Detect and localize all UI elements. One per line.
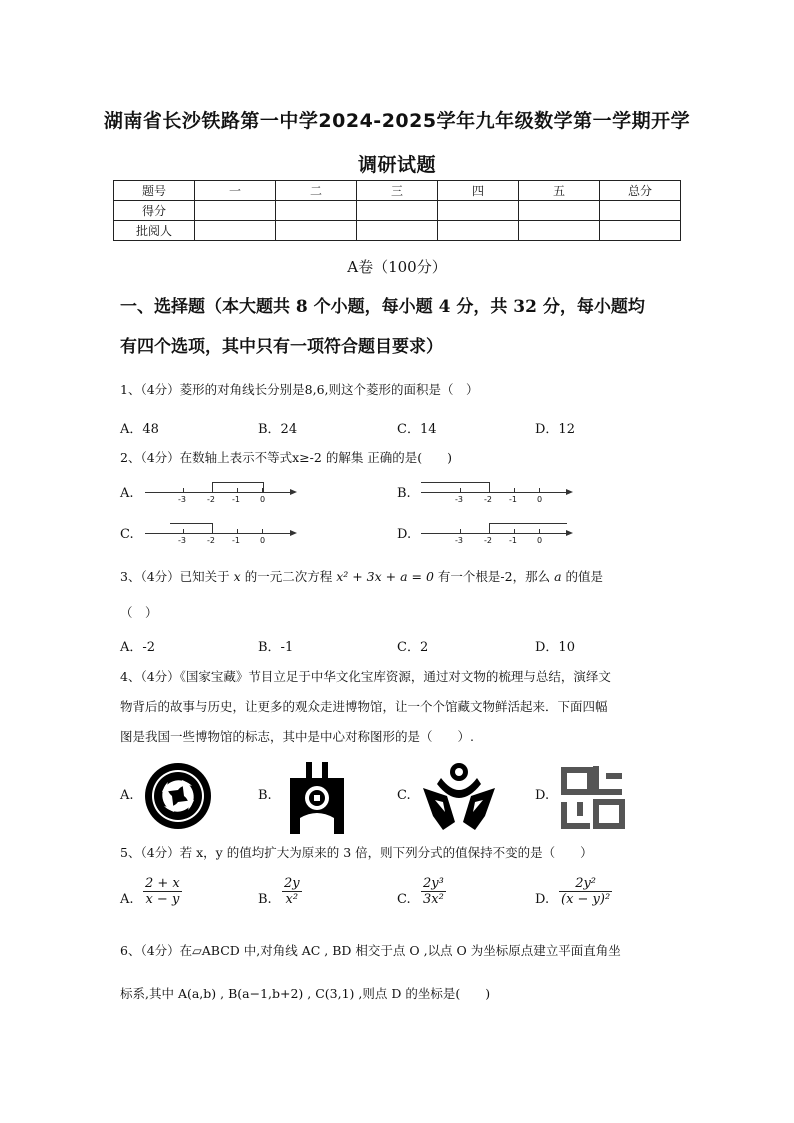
table-row bbox=[114, 221, 681, 241]
table-cell: 四 bbox=[438, 181, 519, 201]
question-5-fraction-a bbox=[143, 876, 182, 907]
table-row bbox=[114, 201, 681, 221]
number-line-b bbox=[421, 480, 576, 520]
museum-logo-c-icon bbox=[421, 760, 497, 830]
number-line-a bbox=[145, 480, 300, 520]
question-5-option-a: A. bbox=[120, 892, 134, 907]
table-cell bbox=[276, 221, 357, 241]
question-5-fraction-b bbox=[282, 876, 302, 907]
question-2-option-a: A. bbox=[120, 486, 134, 501]
section-heading-line1: 一、选择题（本大题共 8 个小题，每小题 4 分，共 32 分，每小题均 bbox=[120, 297, 645, 317]
tick-label: -1 bbox=[509, 536, 517, 545]
question-5-fraction-c bbox=[421, 876, 446, 907]
denominator: x² bbox=[285, 892, 299, 907]
page-title-line1: 湖南省长沙铁路第一中学2024-2025学年九年级数学第一学期开学 bbox=[103, 110, 691, 132]
tick-label: -2 bbox=[207, 495, 215, 504]
table-cell bbox=[600, 221, 681, 241]
question-3-option-d: D．10 bbox=[535, 640, 575, 655]
question-4-line1: 4、（4分）《国家宝藏》节目立足于中华文化宝库资源，通过对文物的梳理与总结，演绎文 bbox=[120, 669, 611, 684]
tick-label: -2 bbox=[484, 536, 492, 545]
tick-label: -3 bbox=[455, 536, 463, 545]
tick-label: 0 bbox=[537, 495, 543, 504]
table-cell bbox=[519, 221, 600, 241]
denominator: x − y bbox=[145, 892, 180, 907]
page-title-line2: 调研试题 bbox=[357, 154, 436, 176]
question-3-stem bbox=[120, 563, 680, 591]
table-cell: 五 bbox=[519, 181, 600, 201]
question-3-paren: （ ） bbox=[120, 605, 158, 620]
question-5-stem: 5、（4分）若 x，y 的值均扩大为原来的 3 倍，则下列分式的值保持不变的是（ ） bbox=[120, 845, 593, 860]
museum-logo-d-icon bbox=[558, 762, 628, 832]
tick-label: -2 bbox=[207, 536, 215, 545]
table-cell: 得分 bbox=[114, 201, 195, 221]
tick-label: -2 bbox=[484, 495, 492, 504]
tick-label: 0 bbox=[260, 536, 266, 545]
table-cell bbox=[438, 201, 519, 221]
table-cell: 三 bbox=[357, 181, 438, 201]
tick-label: 0 bbox=[260, 495, 266, 504]
table-cell bbox=[195, 201, 276, 221]
question-2-option-d: D. bbox=[397, 527, 412, 542]
question-2-stem: 2、（4分）在数轴上表示不等式x≥-2 的解集 正确的是( ) bbox=[120, 450, 453, 465]
table-cell: 二 bbox=[276, 181, 357, 201]
question-1-option-a: A．48 bbox=[120, 422, 159, 437]
table-cell bbox=[600, 201, 681, 221]
denominator: (x − y)² bbox=[561, 892, 611, 907]
numerator: 2y bbox=[284, 876, 300, 891]
tick-label: -3 bbox=[178, 536, 186, 545]
tick-label: -3 bbox=[455, 495, 463, 504]
numerator: 2y³ bbox=[423, 876, 444, 891]
question-6-line1: 6、（4分）在▱ABCD 中,对角线 AC , BD 相交于点 O ,以点 O 为坐标原点建立平面直角坐 bbox=[120, 943, 621, 958]
table-cell: 总分 bbox=[600, 181, 681, 201]
q3-text: 的一元二次方程 bbox=[244, 569, 333, 584]
table-cell bbox=[276, 201, 357, 221]
denominator: 3x² bbox=[423, 892, 444, 907]
table-cell: 一 bbox=[195, 181, 276, 201]
question-3-option-a: A．-2 bbox=[120, 640, 156, 655]
table-cell bbox=[357, 221, 438, 241]
tick-label: -1 bbox=[232, 536, 240, 545]
numerator: 2 + x bbox=[145, 876, 180, 891]
question-4-option-c: C. bbox=[397, 788, 411, 803]
question-4-option-b: B. bbox=[258, 788, 272, 803]
table-cell: 批阅人 bbox=[114, 221, 195, 241]
number-line-c bbox=[145, 521, 300, 561]
score-table bbox=[113, 180, 681, 241]
tick-label: -3 bbox=[178, 495, 186, 504]
section-heading-line2: 有四个选项，其中只有一项符合题目要求） bbox=[120, 337, 443, 357]
tick-label: -1 bbox=[509, 495, 517, 504]
table-cell bbox=[195, 221, 276, 241]
table-row bbox=[114, 181, 681, 201]
q3-text: 有一个根是-2，那么 bbox=[437, 569, 551, 584]
question-1-stem: 1、（4分）菱形的对角线长分别是8,6,则这个菱形的面积是（ ） bbox=[120, 382, 479, 397]
question-4-option-d: D. bbox=[535, 788, 550, 803]
question-2-option-c: C. bbox=[120, 527, 134, 542]
table-cell bbox=[519, 201, 600, 221]
q3-text: 的值是 bbox=[565, 569, 604, 584]
question-4-line3: 图是我国一些博物馆的标志，其中是中心对称图形的是（ ）. bbox=[120, 729, 474, 744]
numerator: 2y² bbox=[559, 876, 612, 892]
question-5-option-c: C. bbox=[397, 892, 411, 907]
question-4-option-a: A. bbox=[120, 788, 134, 803]
question-4-line2: 物背后的故事与历史，让更多的观众走进博物馆，让一个个馆藏文物鲜活起来．下面四幅 bbox=[120, 699, 608, 714]
museum-logo-a-icon bbox=[144, 762, 212, 830]
question-5-fraction-d bbox=[559, 876, 612, 907]
question-1-option-b: B．24 bbox=[258, 422, 298, 437]
number-line-d bbox=[421, 521, 576, 561]
q3-equation: x² + 3x + a = 0 bbox=[336, 569, 434, 584]
tick-label: 0 bbox=[537, 536, 543, 545]
question-2-option-b: B. bbox=[397, 486, 411, 501]
question-3-option-b: B．-1 bbox=[258, 640, 294, 655]
table-cell bbox=[357, 201, 438, 221]
table-cell: 题号 bbox=[114, 181, 195, 201]
museum-logo-b-icon bbox=[282, 758, 352, 834]
question-5-option-d: D. bbox=[535, 892, 550, 907]
tick-label: -1 bbox=[232, 495, 240, 504]
question-5-option-b: B. bbox=[258, 892, 272, 907]
question-1-option-c: C．14 bbox=[397, 422, 437, 437]
q3-var-x: x bbox=[233, 569, 241, 584]
table-cell bbox=[438, 221, 519, 241]
q3-var-a: a bbox=[554, 569, 562, 584]
question-1-option-d: D．12 bbox=[535, 422, 575, 437]
question-6-line2: 标系,其中 A(a,b) , B(a−1,b+2) , C(3,1) ,则点 D 的坐标是( ) bbox=[120, 986, 491, 1001]
q3-text: 3、（4分）已知关于 bbox=[120, 569, 230, 584]
section-a-heading: A卷（100分） bbox=[347, 258, 447, 276]
question-3-option-c: C．2 bbox=[397, 640, 429, 655]
